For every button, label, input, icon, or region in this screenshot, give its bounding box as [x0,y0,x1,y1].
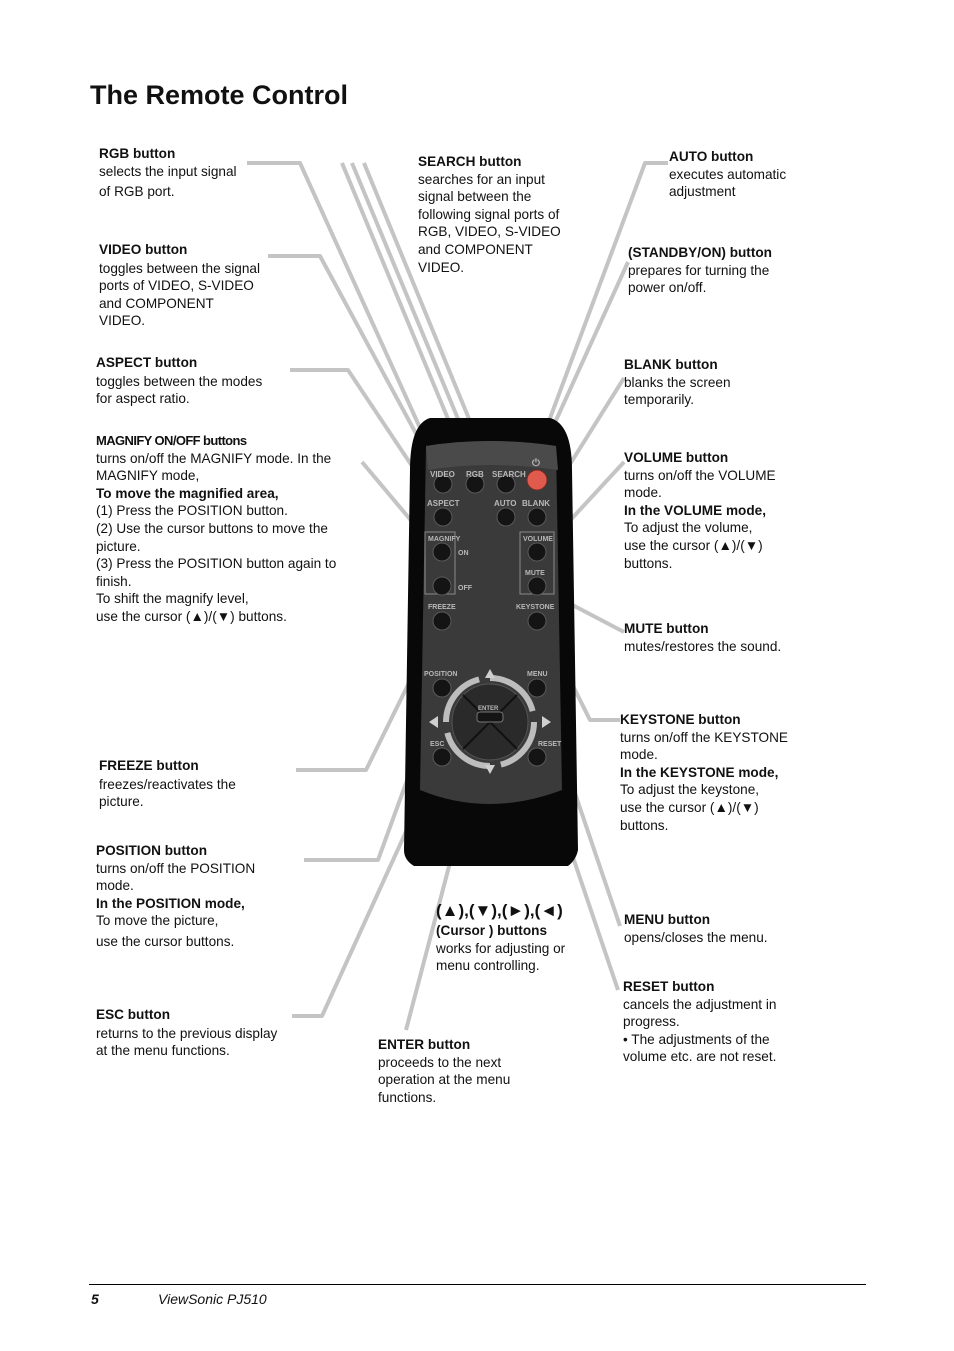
callout-text: finish. [96,573,132,589]
callout-text: following signal ports of [418,206,560,222]
callout-text: volume etc. are not reset. [623,1049,777,1065]
position-key-label: POSITION [424,671,458,678]
callout-title: (Cursor ) buttons [436,923,548,938]
aspect-button [434,508,452,526]
volume-key-label: VOLUME [523,536,553,543]
callout-text: VIDEO. [418,259,465,275]
callout-text: turns on/off the POSITION [96,860,256,876]
video-key-label: VIDEO [430,470,455,479]
callout-text: • The adjustments of the [623,1031,770,1047]
search-key-label: SEARCH [492,470,526,479]
callout-menu [624,911,768,946]
callout-rgb [99,145,237,201]
callout-text: blanks the screen [624,374,731,390]
position-button [433,679,451,697]
callout-text: ports of VIDEO, S-VIDEO [99,278,254,294]
page-number: 5 [91,1291,99,1307]
callout-search [418,153,561,276]
rgb-key-label: RGB [466,470,484,479]
menu-button [528,679,546,697]
callout-title: ASPECT button [96,355,198,370]
callout-text: selects the input signal [99,163,237,179]
callout-text: To adjust the keystone, [620,782,760,798]
callout-mute [624,620,781,655]
auto-key-label: AUTO [494,499,517,508]
callout-text: temporarily. [624,392,694,408]
auto-button [497,508,515,526]
callout-text: RGB, VIDEO, S-VIDEO [418,224,561,240]
callout-text: buttons. [620,817,669,833]
callout-text: cancels the adjustment in [623,996,777,1012]
callout-text: picture. [96,538,141,554]
callout-title: RESET button [623,979,715,994]
volume-button [528,543,546,561]
callout-magnify [96,432,336,626]
callout-subheading: In the POSITION mode, [96,895,245,911]
callout-keystone [620,711,788,834]
callout-text: To move the picture, [96,913,219,929]
callout-enter [378,1036,510,1106]
blank-button [528,508,546,526]
callout-title: ENTER button [378,1037,471,1052]
callout-text: for aspect ratio. [96,391,190,407]
callout-title: VIDEO button [99,242,188,257]
footer-divider [89,1284,866,1285]
callout-text: adjustment [669,184,736,200]
callout-text: and COMPONENT [418,241,533,257]
enter-button [477,712,503,722]
callout-freeze [99,757,236,811]
callout-text: of RGB port. [99,184,175,200]
reset-button [528,748,546,766]
callout-volume [624,449,776,572]
esc-button [433,748,451,766]
keystone-button [528,612,546,630]
magnify-off-button [433,577,451,595]
callout-text: (3) Press the POSITION button again to [96,556,337,572]
callout-text: VIDEO. [99,313,146,329]
callout-title: SEARCH button [418,154,522,169]
callout-video [99,241,260,330]
callout-text: mode. [620,747,658,763]
callout-text: power on/off. [628,280,707,296]
callout-text: progress. [623,1014,680,1030]
keystone-key-label: KEYSTONE [516,604,555,611]
callout-text: freezes/reactivates the [99,776,236,792]
callout-text: toggles between the modes [96,373,263,389]
callout-text: at the menu functions. [96,1043,230,1059]
mute-key-label: MUTE [525,570,545,577]
callout-subheading: To move the magnified area, [96,485,279,501]
mute-button [528,577,546,595]
callout-aspect [96,354,262,408]
callout-text: executes automatic [669,166,787,182]
off-key-label: OFF [458,585,472,592]
callout-title: (STANDBY/ON) button [628,245,772,260]
callout-title: FREEZE button [99,758,199,773]
callout-standby [628,244,772,297]
aspect-key-label: ASPECT [427,499,460,508]
callout-text: proceeds to the next [378,1054,502,1070]
callout-text: functions. [378,1089,437,1105]
callout-text: works for adjusting or [436,940,566,956]
callout-text: prepares for turning the [628,262,770,278]
freeze-key-label: FREEZE [428,604,456,611]
callout-text: signal between the [418,189,532,205]
callout-text: mutes/restores the sound. [624,638,782,654]
callout-text: (2) Use the cursor buttons to move the [96,520,328,536]
callout-text: returns to the previous display [96,1025,278,1041]
callout-text: use the cursor buttons. [96,933,235,949]
callout-title: VOLUME button [624,450,729,465]
callout-text: and COMPONENT [99,295,214,311]
callout-text: picture. [99,794,144,810]
callout-cursor [436,900,565,975]
callout-text: use the cursor (▲)/(▼) [620,799,759,815]
callout-text: mode. [624,485,662,501]
callout-text: turns on/off the VOLUME [624,467,776,483]
callout-text: use the cursor (▲)/(▼) buttons. [96,608,287,624]
magnify-on-button [433,543,451,561]
callout-text: toggles between the signal [99,260,260,276]
cursor-arrows-label: (▲),(▼),(►),(◄) [436,901,563,920]
callout-blank [624,356,731,409]
callout-text: operation at the menu [378,1072,511,1088]
callout-text: MAGNIFY mode, [96,468,200,484]
callout-title: AUTO button [669,149,754,164]
blank-key-label: BLANK [522,499,550,508]
callout-text: searches for an input [418,171,545,187]
on-key-label: ON [458,550,469,557]
callout-subheading: In the KEYSTONE mode, [620,764,779,780]
menu-key-label: MENU [527,671,548,678]
callout-title: ESC button [96,1007,170,1022]
callout-text: To adjust the volume, [624,520,753,536]
callout-subheading: In the VOLUME mode, [624,502,766,518]
callout-title: KEYSTONE button [620,712,741,727]
magnify-key-label: MAGNIFY [428,536,461,543]
callout-text: opens/closes the menu. [624,929,768,945]
callout-text: (1) Press the POSITION button. [96,503,288,519]
power-icon: ⏻ [532,458,540,469]
page-title: The Remote Control [90,80,349,110]
callout-position [96,842,255,951]
callout-title: BLANK button [624,357,718,372]
esc-key-label: ESC [430,741,445,748]
footer-model: ViewSonic PJ510 [158,1291,267,1307]
callout-auto [669,148,786,201]
callout-title: POSITION button [96,843,208,858]
standby-button [527,470,547,490]
callout-title: MUTE button [624,621,709,636]
callout-text: To shift the magnify level, [96,591,249,607]
callout-esc [96,1006,277,1060]
callout-text: menu controlling. [436,958,540,974]
callout-title: MAGNIFY ON/OFF buttons [96,433,247,448]
callout-text: use the cursor (▲)/(▼) [624,537,763,553]
callout-title: MENU button [624,912,711,927]
callout-text: mode. [96,878,134,894]
reset-key-label: RESET [538,741,562,748]
enter-key-label: ENTER [478,706,499,712]
callout-title: RGB button [99,146,176,161]
callout-text: turns on/off the KEYSTONE [620,729,788,745]
freeze-button [433,612,451,630]
callout-text: turns on/off the MAGNIFY mode. In the [96,450,332,466]
callout-text: buttons. [624,555,673,571]
callout-reset [623,978,776,1066]
